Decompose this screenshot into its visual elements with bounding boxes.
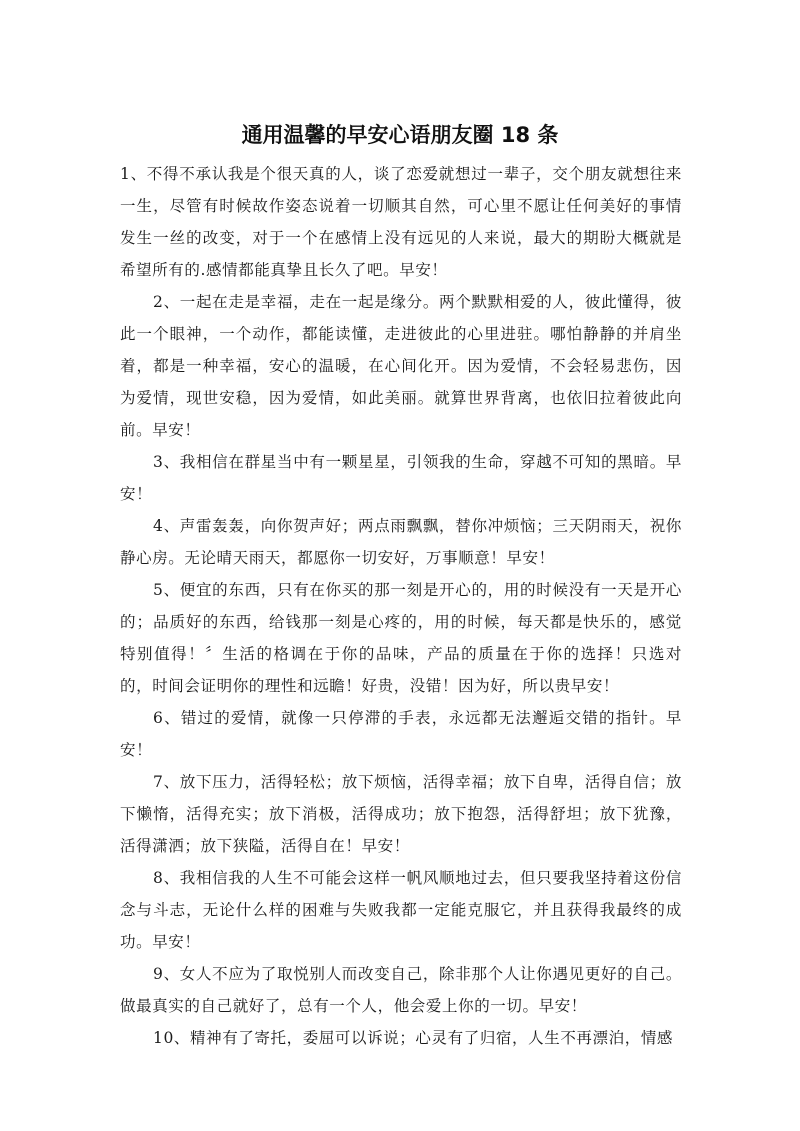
paragraph-5: 5、便宜的东西，只有在你买的那一刻是开心的，用的时候没有一天是开心的；品质好的东西，给钱那一刻是心疼的，用的时候，每天都是快乐的，感觉特别值得！〞生活的格调在于你的品味，产品的质量在于你的选择！只选对的，时间会证明你的理性和远瞻！好贵，没错！因为好，所以贵早安！ bbox=[120, 581, 682, 695]
paragraph-6: 6、错过的爱情，就像一只停滞的手表，永远都无法邂逅交错的指针。早安！ bbox=[120, 709, 682, 759]
document-title: 通用温馨的早安心语朋友圈 18 条 bbox=[241, 123, 559, 147]
paragraph-8: 8、我相信我的人生不可能会这样一帆风顺地过去，但只要我坚持着这份信念与斗志，无论什么样的困难与失败我都一定能克服它，并且获得我最终的成功。早安！ bbox=[120, 869, 682, 951]
paragraph-3: 3、我相信在群星当中有一颗星星，引领我的生命，穿越不可知的黑暗。早安！ bbox=[120, 453, 682, 503]
paragraph-9: 9、女人不应为了取悦别人而改变自己，除非那个人让你遇见更好的自己。做最真实的自己就好了，总有一个人，他会爱上你的一切。早安！ bbox=[120, 965, 682, 1015]
paragraph-4: 4、声雷轰轰，向你贺声好；两点雨飘飘，替你冲烦恼；三天阴雨天，祝你静心房。无论晴天雨天，都愿你一切安好，万事顺意！早安！ bbox=[120, 517, 682, 567]
paragraph-10: 10、精神有了寄托，委屈可以诉说；心灵有了归宿，人生不再漂泊，情感 bbox=[153, 1029, 674, 1047]
paragraph-1: 1、不得不承认我是个很天真的人，谈了恋爱就想过一辈子，交个朋友就想往来一生，尽管有时候故作姿态说着一切顺其自然，可心里不愿让任何美好的事情发生一丝的改变，对于一个在感情上没有远见的人来说，最大的期盼大概就是希望所有的.感情都能真挚且长久了吧。早安！ bbox=[120, 165, 682, 279]
paragraph-7: 7、放下压力，活得轻松；放下烦恼，活得幸福；放下自卑，活得自信；放下懒惰，活得充实；放下消极，活得成功；放下抱怨，活得舒坦；放下犹豫，活得潇洒；放下狭隘，活得自在！早安！ bbox=[120, 773, 682, 855]
document-body bbox=[120, 158, 682, 1054]
paragraph-2: 2、一起在走是幸福，走在一起是缘分。两个默默相爱的人，彼此懂得，彼此一个眼神，一个动作，都能读懂，走进彼此的心里进驻。哪怕静静的并肩坐着，都是一种幸福，安心的温暖，在心间化开。因为爱情，不会轻易悲伤，因为爱情，现世安稳，因为爱情，如此美丽。就算世界背离，也依旧拉着彼此向前。早安！ bbox=[120, 293, 682, 439]
